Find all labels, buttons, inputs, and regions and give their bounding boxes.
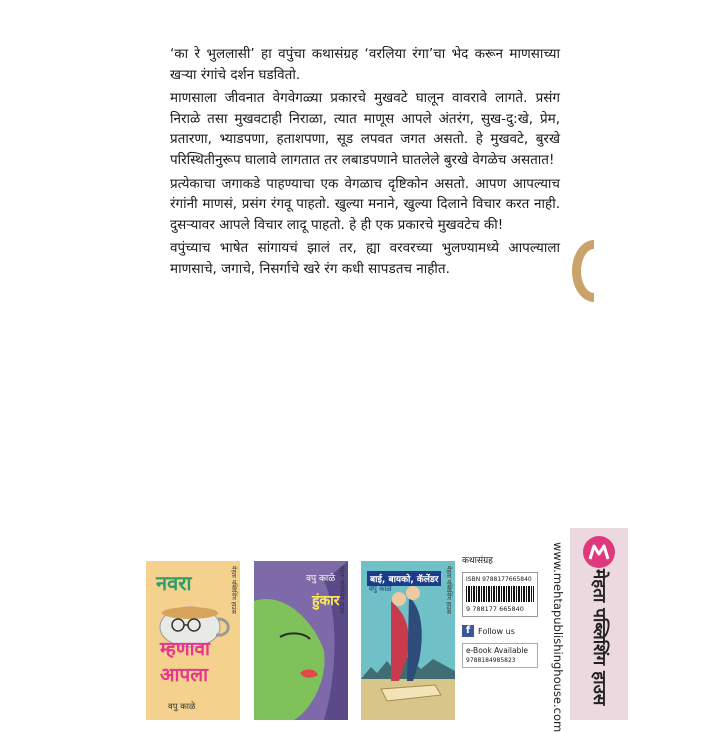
back-cover-blurb	[170, 44, 560, 283]
barcode-icon	[466, 586, 534, 602]
ebook-isbn: 9788184985823	[466, 657, 516, 664]
website-text[interactable]: www.mehtapublishinghouse.com	[551, 542, 565, 732]
publisher-name-text: मेहता पब्लिशिंग हाउस	[589, 569, 609, 706]
book-3-title: बाई, बायको, कॅलेंडर	[367, 571, 441, 586]
face-illustration	[254, 561, 348, 720]
follow-us-label: Follow us	[478, 626, 515, 636]
publisher-website[interactable]	[548, 540, 568, 732]
logo-m-icon	[588, 543, 610, 561]
ebook-badge	[462, 643, 538, 668]
book-2-author: वपु काळे	[306, 574, 336, 584]
follow-us[interactable]	[462, 625, 538, 637]
book-3-author: वपु काळे	[369, 585, 392, 593]
publisher-logo-icon	[583, 536, 615, 568]
ebook-label: e-Book Available	[466, 646, 529, 655]
book-thumbnail-navra	[146, 561, 240, 720]
book-1-author: वपु काळे	[168, 702, 196, 712]
book-1-title-bottom: म्हणावा आपला	[160, 638, 210, 686]
blurb-paragraph-2: माणसाला जीवनात वेगवेगळ्या प्रकारचे मुखवटे घालून वावरावे लागते. प्रसंग निराळे तसा मुखवटाही निराळा, त्यात माणूस आपले अंतरंग, सुख-दु:खे, प्रेम, प्रतारणा, भ्याडपणा, हताशपणा, सूड लपवत जगत असतो. हे मुखवटे, बुरखे परिस्थितीनुरूप घालावे लागतात तर लबाडपणाने घातलेले बुरखे वेगळेच असतात!	[170, 90, 560, 168]
isbn-barcode-box	[462, 572, 538, 617]
book-2-title: हुंकार	[312, 593, 340, 609]
book-1-spine: मेहता पब्लिशिंग हाउस	[230, 566, 237, 614]
book-thumbnail-hunkar	[254, 561, 348, 720]
isbn-label: ISBN 9788177665840	[466, 576, 532, 583]
book-2-spine: मेहता पब्लिशिंग हाउस	[338, 566, 345, 614]
book-3-spine: मेहता पब्लिशिंग हाउस	[445, 566, 452, 614]
edge-mask	[594, 230, 720, 320]
isbn-number: 9 788177 665840	[466, 605, 524, 613]
blurb-paragraph-1: ‘का रे भुललासी’ हा वपुंचा कथासंग्रह ‘वरलिया रंगा’चा भेद करून माणसाच्या खऱ्या रंगांचे दर्शन घडवितो.	[170, 46, 560, 83]
blurb-paragraph-3: प्रत्येकाचा जगाकडे पाहण्याचा एक वेगळाच दृष्टिकोन असतो. आपण आपल्याच रंगांनी माणसं, प्रसंग रंगवू पाहतो. खुल्या मनाने, खुल्या दिलाने विचार करत नाही. दुसऱ्यावर आपले विचार लादू पाहतो. हे ही एक प्रकारचे मुखवटेच की!	[170, 175, 560, 233]
isbn-info-block	[462, 553, 538, 720]
category-label: कथासंग्रह	[462, 556, 493, 566]
book-thumbnail-baai-bayko-calendar	[361, 561, 455, 720]
book-1-title-top: नवरा	[156, 571, 192, 595]
blurb-paragraph-4: वपुंच्याच भाषेत सांगायचं झालं तर, ह्या वरवरच्या भुलण्यामध्ये आपल्याला माणसाचे, जगाचे, निसर्गाचे खरे रंग कधी सापडतच नाहीत.	[170, 240, 560, 277]
publisher-name	[573, 569, 625, 720]
facebook-icon: f	[462, 625, 474, 637]
